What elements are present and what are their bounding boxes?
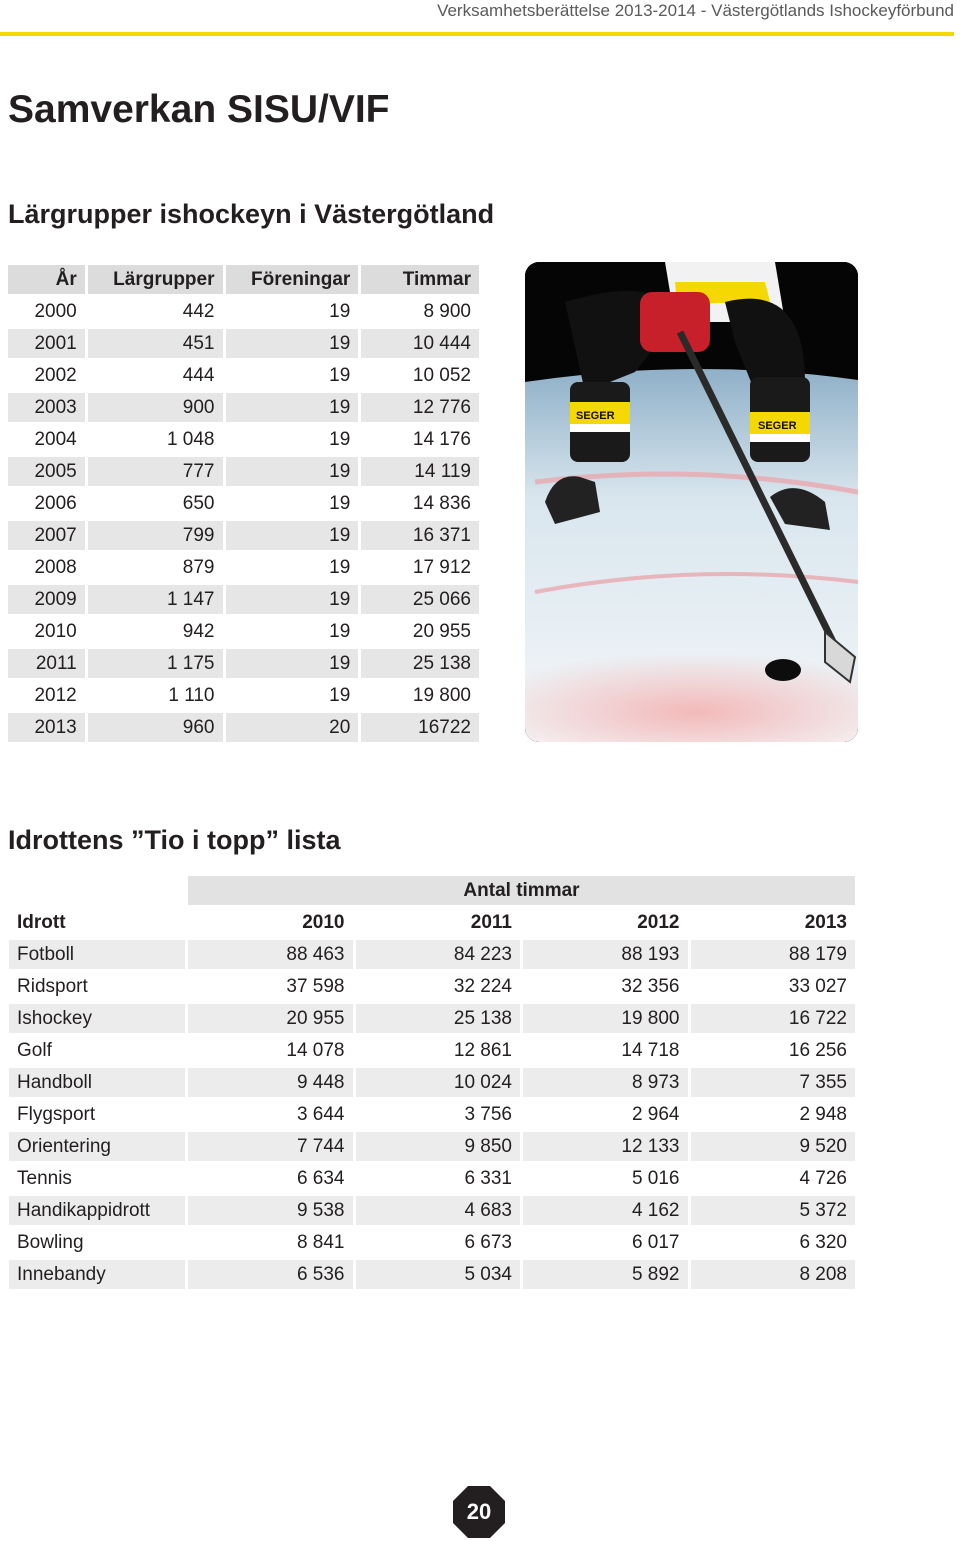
table-cell: 19 xyxy=(226,489,359,518)
table-cell: 1 048 xyxy=(88,425,223,454)
table-cell: 8 208 xyxy=(691,1260,856,1289)
table-cell: 1 147 xyxy=(88,585,223,614)
table-cell: 9 520 xyxy=(691,1132,856,1161)
table-cell: 900 xyxy=(88,393,223,422)
table-cell: Flygsport xyxy=(9,1100,185,1129)
table-cell: 6 634 xyxy=(188,1164,353,1193)
table-cell: 2001 xyxy=(8,329,85,358)
table-cell: 19 xyxy=(226,297,359,326)
table-cell: 14 176 xyxy=(361,425,479,454)
table-cell: 2005 xyxy=(8,457,85,486)
table-cell: 451 xyxy=(88,329,223,358)
table-cell: Fotboll xyxy=(9,940,185,969)
table-row xyxy=(8,425,479,454)
table-cell: 9 448 xyxy=(188,1068,353,1097)
table-cell: 12 133 xyxy=(523,1132,688,1161)
table-cell: 32 356 xyxy=(523,972,688,1001)
table-cell: Ridsport xyxy=(9,972,185,1001)
table-row xyxy=(9,1004,855,1033)
table-cell: 777 xyxy=(88,457,223,486)
table-cell: 25 066 xyxy=(361,585,479,614)
table-row xyxy=(8,361,479,390)
table-cell: 33 027 xyxy=(691,972,856,1001)
column-header-largrupper: Lärgrupper xyxy=(88,265,223,294)
table-cell: 2002 xyxy=(8,361,85,390)
running-header-text: Verksamhetsberättelse 2013-2014 - Västergötlands Ishockeyförbund xyxy=(437,1,954,20)
table-row xyxy=(9,1036,855,1065)
column-header-2011: 2011 xyxy=(356,908,521,937)
table-cell: 799 xyxy=(88,521,223,550)
table-cell: 7 744 xyxy=(188,1132,353,1161)
hockey-player-photo xyxy=(525,262,858,742)
table-cell: 442 xyxy=(88,297,223,326)
table-cell: 3 644 xyxy=(188,1100,353,1129)
table-cell: 14 718 xyxy=(523,1036,688,1065)
table-row xyxy=(9,1228,855,1257)
section-title-tio-i-topp: Idrottens ”Tio i topp” lista xyxy=(8,825,341,855)
table-cell: 32 224 xyxy=(356,972,521,1001)
table-cell: 6 017 xyxy=(523,1228,688,1257)
right-sock-label: SEGER xyxy=(758,420,797,432)
table-cell: 19 xyxy=(226,393,359,422)
table-cell: Orientering xyxy=(9,1132,185,1161)
table-cell: 5 372 xyxy=(691,1196,856,1225)
table-cell: Handboll xyxy=(9,1068,185,1097)
table-row xyxy=(9,1100,855,1129)
table-cell: 2009 xyxy=(8,585,85,614)
table-row xyxy=(9,1132,855,1161)
table-cell: 37 598 xyxy=(188,972,353,1001)
right-sock-stripe xyxy=(750,434,810,442)
table-cell: 10 444 xyxy=(361,329,479,358)
table-cell: 9 850 xyxy=(356,1132,521,1161)
group-header-spacer xyxy=(9,876,185,905)
table-cell: 19 xyxy=(226,329,359,358)
table-row xyxy=(8,521,479,550)
table-row xyxy=(8,489,479,518)
table-cell: 8 900 xyxy=(361,297,479,326)
ice-red-zone xyxy=(525,652,858,742)
table-row xyxy=(8,297,479,326)
table-cell: 4 683 xyxy=(356,1196,521,1225)
left-sock-label: SEGER xyxy=(576,410,615,422)
table-cell: 10 052 xyxy=(361,361,479,390)
table-cell: 2011 xyxy=(8,649,85,678)
table-cell: 12 776 xyxy=(361,393,479,422)
table-cell: 88 179 xyxy=(691,940,856,969)
table-cell: 19 xyxy=(226,521,359,550)
table-cell: 2 948 xyxy=(691,1100,856,1129)
table-row xyxy=(9,940,855,969)
table-cell: 14 836 xyxy=(361,489,479,518)
hockey-glove xyxy=(640,292,710,352)
table-row xyxy=(9,1164,855,1193)
table-cell: 2006 xyxy=(8,489,85,518)
table-cell: 12 861 xyxy=(356,1036,521,1065)
column-header-foreningar: Föreningar xyxy=(226,265,359,294)
column-header-timmar: Timmar xyxy=(361,265,479,294)
table-cell: 19 xyxy=(226,681,359,710)
table-row xyxy=(8,329,479,358)
table-cell: 19 800 xyxy=(523,1004,688,1033)
table-cell: 444 xyxy=(88,361,223,390)
table-cell: 16 371 xyxy=(361,521,479,550)
table-group-header-row xyxy=(9,876,855,905)
table-cell: 4 162 xyxy=(523,1196,688,1225)
table-row xyxy=(9,972,855,1001)
section-title-largrupper: Lärgrupper ishockeyn i Västergötland xyxy=(8,199,495,229)
hockey-puck xyxy=(765,659,801,681)
table-cell: 5 016 xyxy=(523,1164,688,1193)
table-cell: 960 xyxy=(88,713,223,742)
table-row xyxy=(9,1068,855,1097)
table-cell: 88 463 xyxy=(188,940,353,969)
table-cell: 14 078 xyxy=(188,1036,353,1065)
table-header-row xyxy=(9,908,855,937)
table-cell: 2007 xyxy=(8,521,85,550)
table-row xyxy=(8,713,479,742)
table-cell: 8 973 xyxy=(523,1068,688,1097)
table-cell: 19 xyxy=(226,457,359,486)
table-cell: 25 138 xyxy=(361,649,479,678)
page-number-badge xyxy=(452,1485,506,1539)
table-row xyxy=(9,1196,855,1225)
table-cell: 4 726 xyxy=(691,1164,856,1193)
table-cell: Handikappidrott xyxy=(9,1196,185,1225)
page-title: Samverkan SISU/VIF xyxy=(8,88,390,131)
table-cell: Ishockey xyxy=(9,1004,185,1033)
column-header-2012: 2012 xyxy=(523,908,688,937)
table-cell: 16722 xyxy=(361,713,479,742)
table-cell: 25 138 xyxy=(356,1004,521,1033)
table-cell: 6 320 xyxy=(691,1228,856,1257)
table-row xyxy=(8,649,479,678)
table-row xyxy=(8,393,479,422)
table-row xyxy=(8,553,479,582)
table-header-row xyxy=(8,265,479,294)
tio-i-topp-table xyxy=(6,873,858,1292)
table-cell: 17 912 xyxy=(361,553,479,582)
table-row xyxy=(9,1260,855,1289)
table-cell: 2003 xyxy=(8,393,85,422)
table-cell: Bowling xyxy=(9,1228,185,1257)
table-cell: 20 955 xyxy=(188,1004,353,1033)
hockey-photo-illustration xyxy=(525,262,858,742)
table-cell: 14 119 xyxy=(361,457,479,486)
table-cell: 20 xyxy=(226,713,359,742)
table-cell: 16 722 xyxy=(691,1004,856,1033)
table-cell: 942 xyxy=(88,617,223,646)
table-cell: 19 xyxy=(226,585,359,614)
table-row xyxy=(8,585,479,614)
table-cell: 2000 xyxy=(8,297,85,326)
table-cell: 5 034 xyxy=(356,1260,521,1289)
table-cell: 20 955 xyxy=(361,617,479,646)
column-header-2010: 2010 xyxy=(188,908,353,937)
table-cell: 7 355 xyxy=(691,1068,856,1097)
table-row xyxy=(8,617,479,646)
table-cell: Innebandy xyxy=(9,1260,185,1289)
table-cell: 88 193 xyxy=(523,940,688,969)
table-cell: 19 xyxy=(226,361,359,390)
table-cell: 19 xyxy=(226,425,359,454)
tio-i-topp-table-body xyxy=(9,940,855,1289)
table-cell: 650 xyxy=(88,489,223,518)
table-row xyxy=(8,457,479,486)
table-cell: 2004 xyxy=(8,425,85,454)
table-cell: 2 964 xyxy=(523,1100,688,1129)
table-cell: 19 xyxy=(226,617,359,646)
table-cell: 16 256 xyxy=(691,1036,856,1065)
table-cell: 19 800 xyxy=(361,681,479,710)
page-number: 20 xyxy=(466,1499,492,1524)
column-header-year: År xyxy=(8,265,85,294)
table-cell: 6 673 xyxy=(356,1228,521,1257)
table-cell: 2013 xyxy=(8,713,85,742)
left-sock-stripe xyxy=(570,424,630,432)
table-cell: 3 756 xyxy=(356,1100,521,1129)
table-cell: 19 xyxy=(226,649,359,678)
table-cell: 1 110 xyxy=(88,681,223,710)
largrupper-table-body xyxy=(8,297,479,742)
table-cell: 879 xyxy=(88,553,223,582)
table-cell: Golf xyxy=(9,1036,185,1065)
largrupper-table xyxy=(5,262,482,745)
table-cell: 2010 xyxy=(8,617,85,646)
table-cell: 6 331 xyxy=(356,1164,521,1193)
table-cell: 8 841 xyxy=(188,1228,353,1257)
table-cell: 5 892 xyxy=(523,1260,688,1289)
table-cell: 2008 xyxy=(8,553,85,582)
table-cell: 19 xyxy=(226,553,359,582)
table-cell: 84 223 xyxy=(356,940,521,969)
table-cell: 9 538 xyxy=(188,1196,353,1225)
column-header-idrott: Idrott xyxy=(9,908,185,937)
table-cell: 6 536 xyxy=(188,1260,353,1289)
table-cell: Tennis xyxy=(9,1164,185,1193)
table-cell: 2012 xyxy=(8,681,85,710)
table-cell: 1 175 xyxy=(88,649,223,678)
column-header-2013: 2013 xyxy=(691,908,856,937)
group-header-antal-timmar: Antal timmar xyxy=(188,876,855,905)
table-cell: 10 024 xyxy=(356,1068,521,1097)
table-row xyxy=(8,681,479,710)
running-header xyxy=(0,0,954,36)
